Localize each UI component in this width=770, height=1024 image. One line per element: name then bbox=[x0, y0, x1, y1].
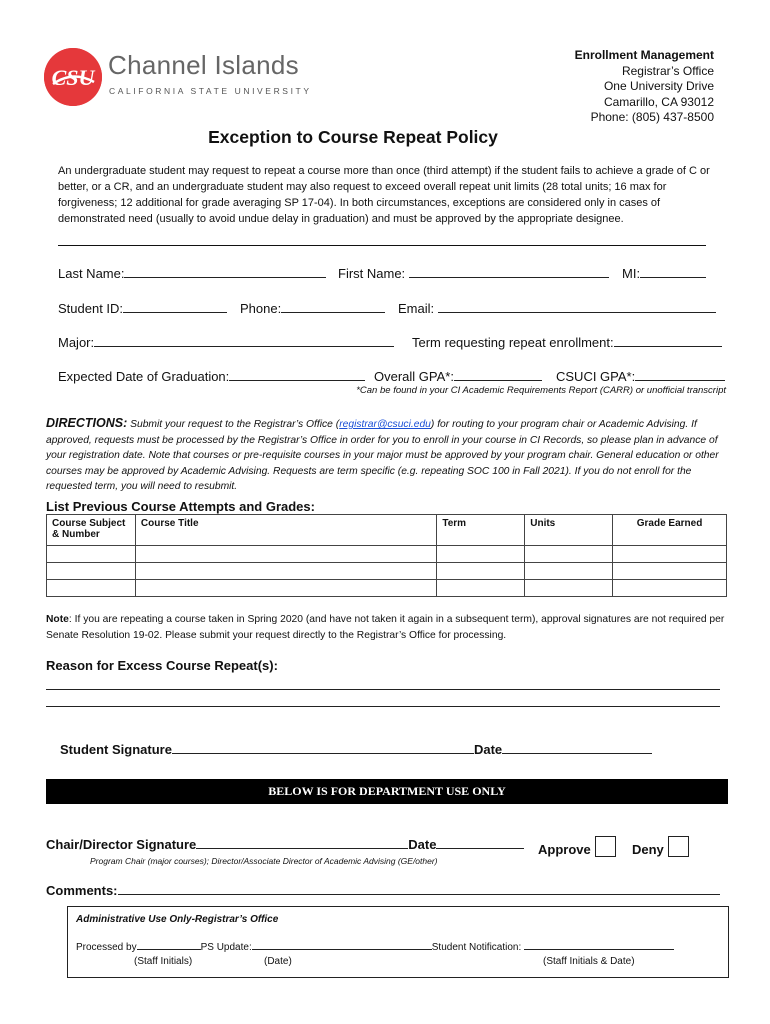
note-text: : If you are repeating a course taken in Spring 2020 (and have not taken it again in a subsequent term), approval signatures are not required per Senate Resolution 19-02. Please submit your request directly to the Registrar’s Office for processing. bbox=[46, 614, 725, 641]
table-cell[interactable] bbox=[525, 563, 613, 580]
chair-date-label: Date bbox=[408, 837, 437, 852]
student-notification-line[interactable] bbox=[524, 940, 674, 950]
table-cell[interactable] bbox=[437, 546, 525, 563]
logo-mark bbox=[44, 48, 102, 106]
approve-label: Approve bbox=[538, 842, 591, 857]
logo-subtitle: CALIFORNIA STATE UNIVERSITY bbox=[109, 86, 312, 96]
attempts-heading: List Previous Course Attempts and Grades: bbox=[46, 499, 315, 514]
processed-by-label: Processed by bbox=[76, 942, 137, 953]
admin-fields-row bbox=[76, 940, 674, 953]
column-header: Units bbox=[525, 515, 613, 546]
note-label: Note bbox=[46, 614, 69, 625]
table-cell[interactable] bbox=[613, 546, 727, 563]
table-cell[interactable] bbox=[135, 546, 436, 563]
comments-field[interactable] bbox=[46, 882, 720, 898]
table-cell[interactable] bbox=[135, 580, 436, 597]
email-line[interactable] bbox=[438, 300, 716, 313]
student-signature-field[interactable] bbox=[60, 741, 652, 757]
table-cell[interactable] bbox=[135, 563, 436, 580]
column-header: Grade Earned bbox=[613, 515, 727, 546]
table-cell[interactable] bbox=[613, 580, 727, 597]
student-id-field[interactable] bbox=[58, 300, 227, 316]
deny-label: Deny bbox=[632, 842, 664, 857]
phone-label: Phone: bbox=[240, 301, 282, 316]
intro-paragraph: An undergraduate student may request to repeat a course more than once (third attempt) if the student fails to achieve a grade of C or better, or a CR, and an undergraduate student may also request to exceed overall repeat unit limits (28 total units; 16 max for forgiveness; 12 additional for grade averaging SP 17-04). In both circumstances, exceptions are considered only in cases of demonstrated need (usually to avoid undue delay in graduation) and must be approved by the appropriate designee. bbox=[58, 165, 710, 225]
deny-option[interactable] bbox=[632, 836, 689, 857]
approve-checkbox[interactable] bbox=[595, 836, 616, 857]
major-label: Major: bbox=[58, 335, 95, 350]
table-header-row bbox=[47, 515, 727, 546]
date-caption: (Date) bbox=[264, 956, 292, 967]
table-cell[interactable] bbox=[525, 580, 613, 597]
directions-paragraph bbox=[46, 416, 726, 495]
admin-use-box bbox=[67, 906, 729, 978]
processed-by-line[interactable] bbox=[137, 940, 201, 950]
grad-date-label: Expected Date of Graduation: bbox=[58, 369, 230, 384]
office-line-5: Phone: (805) 437-8500 bbox=[590, 110, 714, 124]
staff-initials-caption: (Staff Initials) bbox=[134, 956, 193, 967]
registrar-email-link[interactable]: registrar@csuci.edu bbox=[339, 419, 431, 430]
column-header: Course Subject & Number bbox=[47, 515, 136, 546]
first-name-label: First Name: bbox=[338, 266, 406, 281]
term-requesting-line[interactable] bbox=[614, 334, 722, 347]
phone-line[interactable] bbox=[281, 300, 385, 313]
logo-name: Channel Islands bbox=[108, 50, 299, 80]
gpa-footnote: *Can be found in your CI Academic Requirements Report (CARR) or unofficial transcript bbox=[356, 385, 726, 396]
mi-field[interactable] bbox=[622, 265, 706, 281]
email-label: Email: bbox=[398, 301, 435, 316]
staff-initials-date-caption: (Staff Initials & Date) bbox=[543, 956, 635, 967]
reason-line-1[interactable] bbox=[46, 689, 720, 690]
table-cell[interactable] bbox=[47, 580, 136, 597]
ps-update-line[interactable] bbox=[252, 940, 432, 950]
student-notification-label: Student Notification: bbox=[431, 942, 522, 953]
last-name-line[interactable] bbox=[124, 265, 326, 278]
student-signature-date-line[interactable] bbox=[502, 741, 652, 754]
ps-update-label: PS Update: bbox=[200, 942, 252, 953]
chair-caption: Program Chair (major courses); Director/Associate Director of Academic Advising (GE/other) bbox=[90, 856, 438, 866]
last-name-field[interactable] bbox=[58, 265, 326, 281]
table-cell[interactable] bbox=[437, 563, 525, 580]
table-cell[interactable] bbox=[47, 546, 136, 563]
major-field[interactable] bbox=[58, 334, 394, 350]
reason-line-2[interactable] bbox=[46, 706, 720, 707]
csuci-gpa-label: CSUCI GPA*: bbox=[556, 369, 636, 384]
comments-line[interactable] bbox=[118, 882, 720, 895]
column-header: Course Title bbox=[135, 515, 436, 546]
student-id-label: Student ID: bbox=[58, 301, 124, 316]
office-address bbox=[575, 48, 714, 126]
grad-date-line[interactable] bbox=[229, 368, 365, 381]
table-cell[interactable] bbox=[47, 563, 136, 580]
grad-date-field[interactable] bbox=[58, 368, 365, 384]
deny-checkbox[interactable] bbox=[668, 836, 689, 857]
table-row bbox=[47, 563, 727, 580]
note-paragraph bbox=[46, 612, 726, 643]
email-field[interactable] bbox=[398, 300, 716, 316]
overall-gpa-line[interactable] bbox=[454, 368, 542, 381]
csu-logo-icon bbox=[44, 48, 102, 106]
phone-field[interactable] bbox=[240, 300, 385, 316]
student-id-line[interactable] bbox=[123, 300, 227, 313]
table-row bbox=[47, 580, 727, 597]
csuci-gpa-field[interactable] bbox=[556, 368, 725, 384]
document-title: Exception to Course Repeat Policy bbox=[208, 127, 498, 147]
term-requesting-field[interactable] bbox=[412, 334, 722, 350]
table-cell[interactable] bbox=[525, 546, 613, 563]
mi-label: MI: bbox=[622, 266, 641, 281]
column-header: Term bbox=[437, 515, 525, 546]
term-requesting-label: Term requesting repeat enrollment: bbox=[412, 335, 614, 350]
chair-date-line[interactable] bbox=[436, 836, 524, 849]
major-line[interactable] bbox=[94, 334, 394, 347]
first-name-line[interactable] bbox=[409, 265, 609, 278]
reason-heading: Reason for Excess Course Repeat(s): bbox=[46, 658, 278, 673]
office-line-4: Camarillo, CA 93012 bbox=[603, 94, 714, 109]
student-signature-date-label: Date bbox=[473, 742, 503, 757]
office-line-3: One University Drive bbox=[603, 79, 714, 93]
student-signature-label: Student Signature bbox=[60, 742, 172, 757]
table-cell[interactable] bbox=[613, 563, 727, 580]
student-signature-line[interactable] bbox=[172, 741, 474, 754]
table-row bbox=[47, 546, 727, 563]
directions-text-2: ) for routing to your program chair or Academic Advising. If approved, requests must be processed by the Registrar’s Office in order for you to enroll in your course in CI Records, so please plan in advance of your registration date. Note that courses or pre-requisite courses in your major must be approved by your program chair. General education or other courses may be approved by Academic Advising. Requests are term specific (e.g. repeating SOC 100 in Fall 2021). If you do not enroll for the requested term, you will need to resubmit. bbox=[46, 419, 719, 492]
office-line-1: Enrollment Management bbox=[574, 48, 714, 62]
divider bbox=[58, 245, 706, 246]
department-use-banner: BELOW IS FOR DEPARTMENT USE ONLY bbox=[46, 779, 728, 804]
chair-signature-label: Chair/Director Signature bbox=[46, 837, 197, 852]
overall-gpa-field[interactable] bbox=[374, 368, 542, 384]
office-line-2: Registrar’s Office bbox=[621, 63, 714, 78]
admin-box-title: Administrative Use Only-Registrar’s Office bbox=[76, 914, 279, 925]
directions-text-1: Submit your request to the Registrar’s Office ( bbox=[127, 419, 340, 430]
chair-signature-field[interactable] bbox=[46, 836, 524, 852]
table-cell[interactable] bbox=[437, 580, 525, 597]
first-name-field[interactable] bbox=[338, 265, 609, 281]
last-name-label: Last Name: bbox=[58, 266, 125, 281]
mi-line[interactable] bbox=[640, 265, 706, 278]
svg-text:CSU: CSU bbox=[51, 65, 95, 90]
csuci-gpa-line[interactable] bbox=[635, 368, 725, 381]
overall-gpa-label: Overall GPA*: bbox=[374, 369, 454, 384]
comments-label: Comments: bbox=[46, 883, 118, 898]
directions-label: DIRECTIONS: bbox=[46, 416, 128, 430]
attempts-table bbox=[46, 514, 727, 597]
approve-option[interactable] bbox=[538, 836, 616, 857]
chair-signature-line[interactable] bbox=[196, 836, 408, 849]
